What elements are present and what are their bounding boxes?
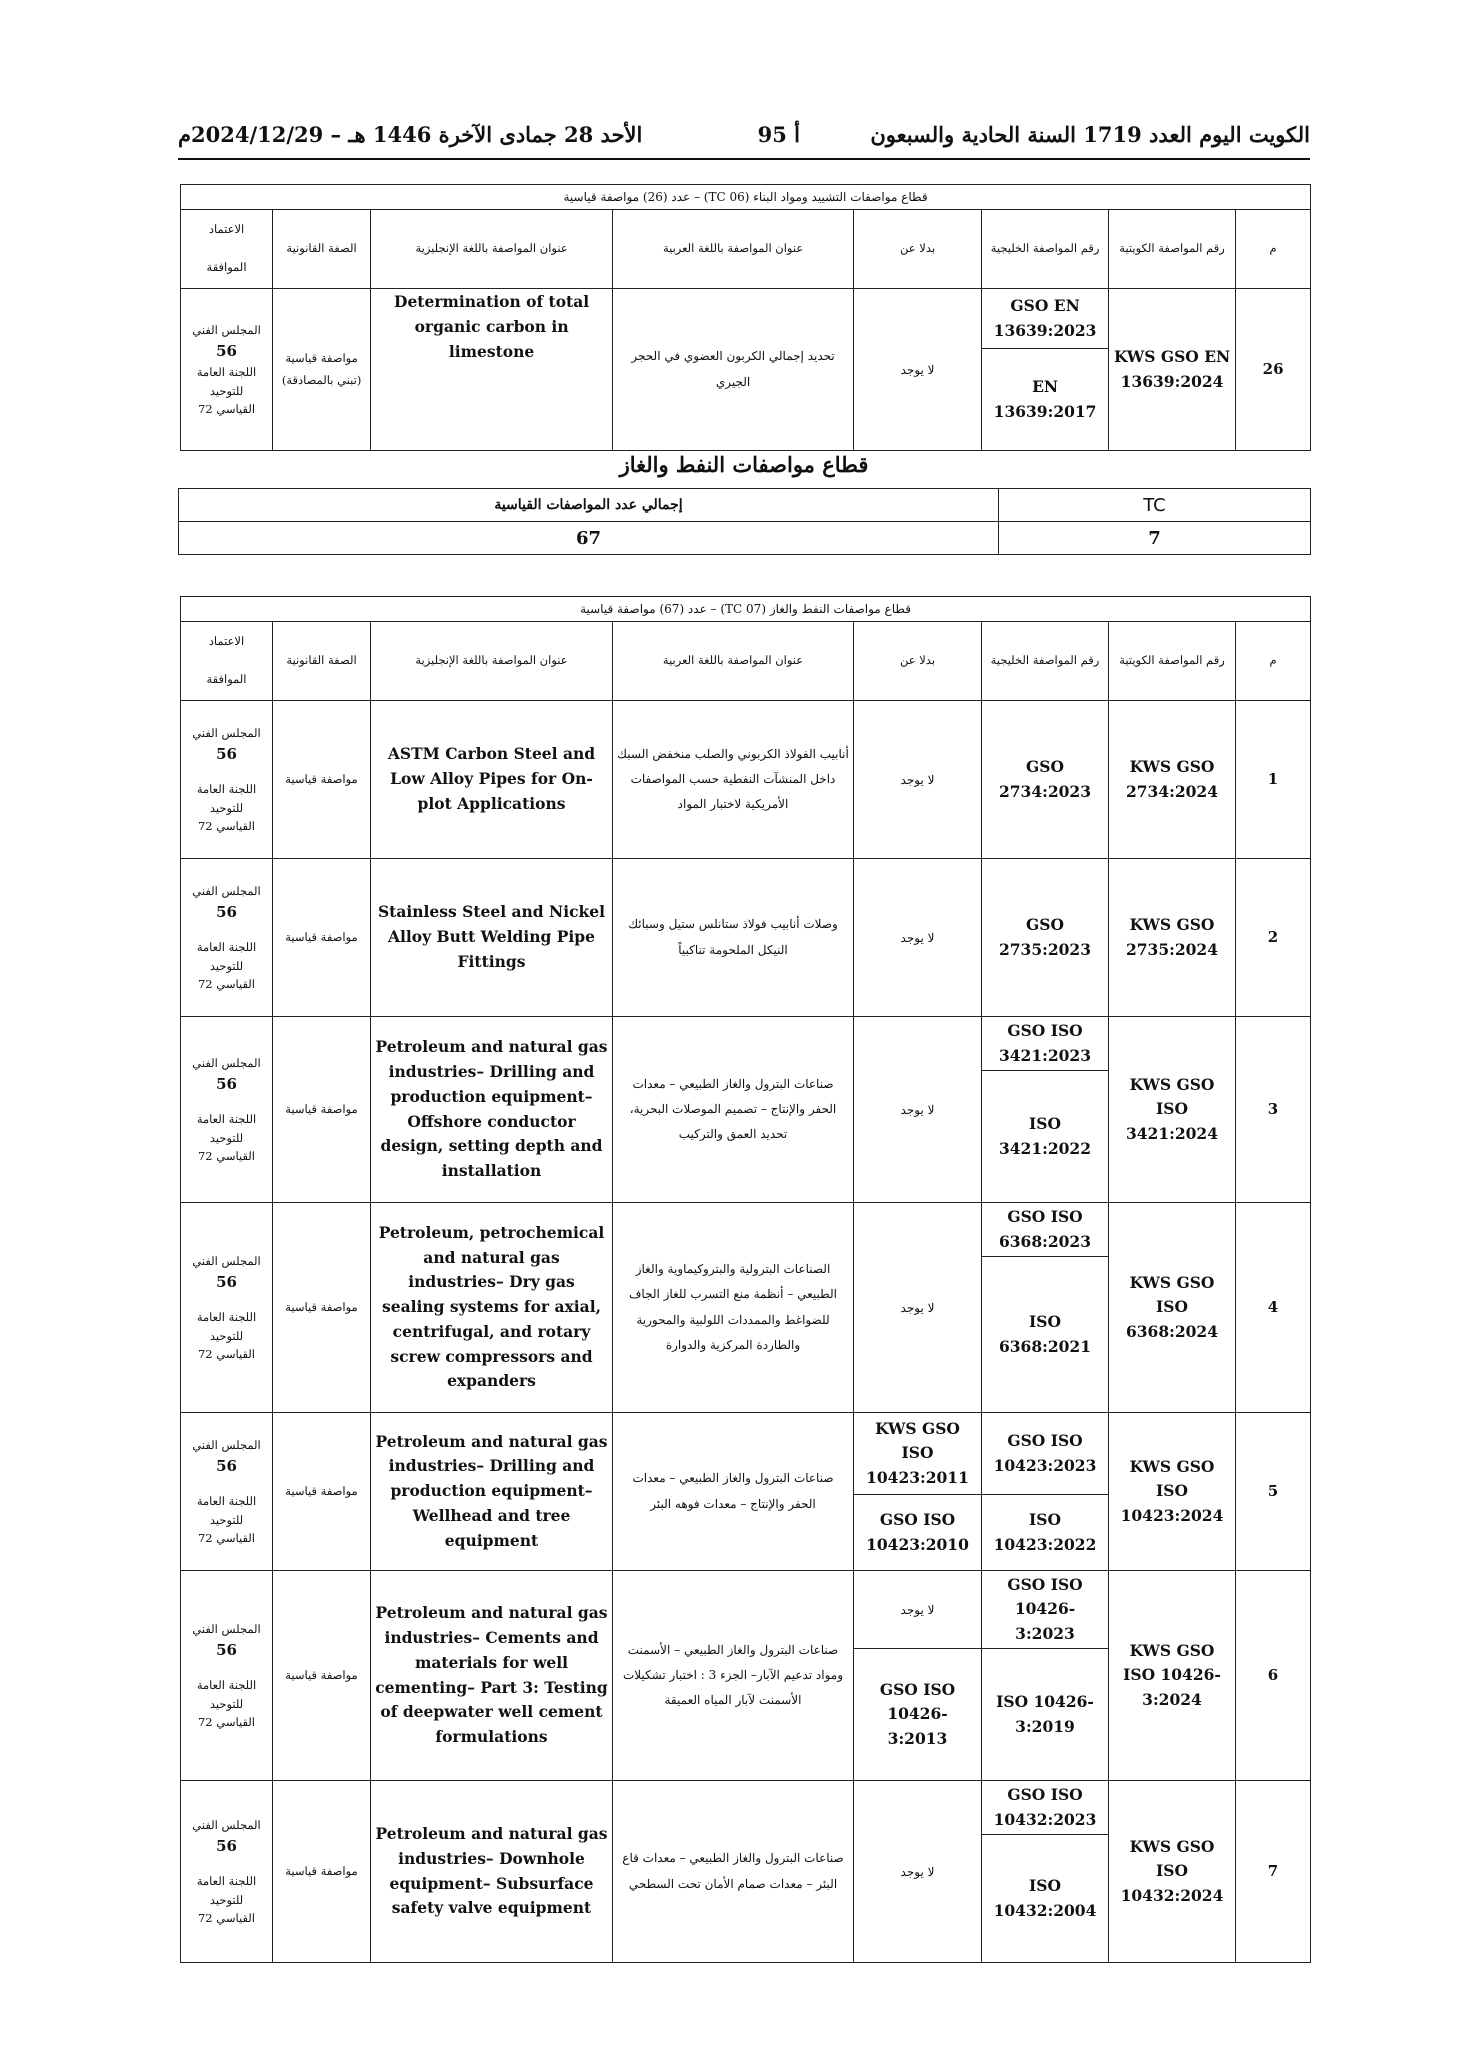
table-row: 1 KWS GSO 2734:2024 GSO 2734:2023 لا يوجد أنابيب الفولاذ الكربوني والصلب منخفض السبك داخل المنشآت النفطية حسب المواصفات الأمريكية لاختبار المواد ASTM Carbon Steel and Low Alloy Pipes for On-plot Applications مواصفة قياسية المجلس الفني 56 اللجنة العامة للتوحيد القياسي 72: [181, 701, 1311, 859]
summary-total-label: إجمالي عدد المواصفات القياسية: [179, 489, 999, 522]
approval-cell: المجلس الفني 56 اللجنة العامة للتوحيد القياسي 72: [181, 859, 273, 1017]
approval-cell: المجلس الفني 56 اللجنة العامة للتوحيد القياسي 72: [181, 1413, 273, 1571]
table-caption: قطاع مواصفات التشييد ومواد البناء (TC 06) – عدد (26) مواصفة قياسية: [181, 185, 1311, 210]
col-header-replaces: بدلا عن: [854, 210, 982, 289]
table-row: 2 KWS GSO 2735:2024 GSO 2735:2023 لا يوجد وصلات أنابيب فولاذ ستانلس ستيل وسبائك النيكل الملحومة تناكبياً Stainless Steel and Nickel Alloy Butt Welding Pipe Fittings مواصفة قياسية المجلس الفني 56 اللجنة العامة للتوحيد القياسي 72: [181, 859, 1311, 1017]
table-row: 7 KWS GSO ISO 10432:2024 GSO ISO 10432:2023 لا يوجد صناعات البترول والغاز الطبيعي – معدات قاع البئر – معدات صمام الأمان تحت السطحي Petroleum and natural gas industries– Downhole equipment– Subsurface safety valve equipment مواصفة قياسية المجلس الفني 56 اللجنة العامة للتوحيد القياسي 72: [181, 1781, 1311, 1835]
table-row: 6 KWS GSO ISO 10426-3:2024 GSO ISO 10426-3:2023 لا يوجد صناعات البترول والغاز الطبيعي – الأسمنت ومواد تدعيم الآبار– الجزء 3 : اختبار تشكيلات الأسمنت لآبار المياه العميقة Petroleum and natural gas industries– Cements and materials for well cementing– Part 3: Testing of deepwater well cement formulations مواصفة قياسية المجلس الفني 56 اللجنة العامة للتوحيد القياسي 72: [181, 1571, 1311, 1649]
approval-cell: المجلس الفني 56 اللجنة العامة للتوحيد القياسي 72: [181, 1781, 273, 1963]
col-header-title-en: عنوان المواصفة باللغة الإنجليزية: [371, 622, 613, 701]
table-header-row: [181, 622, 1311, 701]
col-header-legal: الصفة القانونية: [273, 210, 371, 289]
table-header-row: [181, 210, 1311, 289]
oil-gas-sector-title: قطاع مواصفات النفط والغاز: [619, 452, 869, 477]
col-header-gso: رقم المواصفة الخليجية: [982, 622, 1109, 701]
issue-date: الأحد 28 جمادى الآخرة 1446 هـ – 2024/12/29م: [178, 122, 643, 147]
col-header-no: م: [1236, 210, 1311, 289]
page-number: أ 95: [757, 122, 800, 147]
col-header-title-ar: عنوان المواصفة باللغة العربية: [613, 210, 854, 289]
summary-tc-label: TC: [999, 489, 1311, 522]
col-header-no: م: [1236, 622, 1311, 701]
approval-cell: المجلس الفني 56 اللجنة العامة للتوحيد القياسي 72: [181, 289, 273, 451]
col-header-gso: رقم المواصفة الخليجية: [982, 210, 1109, 289]
col-header-title-ar: عنوان المواصفة باللغة العربية: [613, 622, 854, 701]
table-row: 26 KWS GSO EN 13639:2024 GSO EN 13639:2023 لا يوجد تحديد إجمالي الكربون العضوي في الحجر الجيري Determination of total organic carbon in limestone مواصفة قياسية (تبني بالمصادقة) المجلس الفني 56 اللجنة العامة للتوحيد القياسي 72: [181, 289, 1311, 349]
approval-cell: المجلس الفني 56 اللجنة العامة للتوحيد القياسي 72: [181, 701, 273, 859]
col-header-legal: الصفة القانونية: [273, 622, 371, 701]
gazette-issue: الكويت اليوم العدد 1719 السنة الحادية والسبعون: [870, 122, 1310, 147]
table-caption: قطاع مواصفات النفط والغاز (TC 07) – عدد (67) مواصفة قياسية: [181, 597, 1311, 622]
col-header-kws: رقم المواصفة الكويتية: [1109, 210, 1236, 289]
col-header-kws: رقم المواصفة الكويتية: [1109, 622, 1236, 701]
oil-gas-standards-table: قطاع مواصفات النفط والغاز (TC 07) – عدد (67) مواصفة قياسية م رقم المواصفة الكويتية رقم المواصفة الخليجية بدلا عن عنوان المواصفة باللغة العربية عنوان المواصفة باللغة الإنجليزية الصفة القانونية الاعتماد الموافقة 1 KWS GSO 2734:2024 GSO 2734:2023 لا يوجد أنابيب الفولاذ الكربوني والصلب منخفض السبك داخل المنشآت النفطية حسب المواصفات الأمريكية لاختبار المواد ASTM Carbon Steel and Low Alloy Pipes for On-plot Applications مواصفة قياسية المجلس الفني 56 اللجنة العامة للتوحيد القياسي 72 2 KWS GSO 2735:2024 GSO 2735:2023 لا يوجد وصلات أنابيب فولاذ ستانلس ستيل وسبائك النيكل الملحومة تناكبياً Stainless Steel and Nickel Alloy Butt Welding Pipe Fittings مواصفة قياسية المجلس الفني 56 اللجنة العامة للتوحيد القياسي 72 3 KWS GSO ISO 3421:2024 GSO ISO 3421:2023 لا يوجد صناعات البترول والغاز الطبيعي – معدات الحفر والإنتاج – تصميم الموصلات البحرية، تحديد العمق والتركيب Petroleum and natural gas industries– Drilling and production equipment– Offshore conductor design, setting depth and installation مواصفة قياسية المجلس الفني 56 اللجنة العامة للتوحيد القياسي 72 ISO 3421:2022 4 KWS GSO ISO 6368:2024 GSO ISO 6368:2023 لا يوجد الصناعات البترولية والبتروكيماوية والغاز الطبيعي – أنظمة منع التسرب للغاز الجاف للضواغط والممددات اللولبية والمحورية والطاردة المركزية والدوارة Petroleum, petrochemical and natural gas industries– Dry gas sealing systems for axial, centrifugal, and rotary screw compressors and expanders مواصفة قياسية المجلس الفني 56 اللجنة العامة للتوحيد القياسي 72 ISO 6368:2021 5 KWS GSO ISO 10423:2024 GSO ISO 10423:2023 KWS GSO ISO 10423:2011 صناعات البترول والغاز الطبيعي – معدات الحفر والإنتاج – معدات فوهه البئر Petroleum and natural gas industries– Drilling and production equipment– Wellhead and tree equipment مواصفة قياسية المجلس الفني 56 اللجنة العامة للتوحيد القياسي 72 ISO 10423:2022 GSO ISO 10423:2010 6 KWS GSO ISO 10426-3:2024 GSO ISO 10426-3:2023 لا يوجد صناعات البترول والغاز الطبيعي – الأسمنت ومواد تدعيم الآبار– الجزء 3 : اختبار تشكيلات الأسمنت لآبار المياه العميقة Petroleum and natural gas industries– Cements and materials for well cementing– Part 3: Testing of deepwater well cement formulations مواصفة قياسية المجلس الفني 56 اللجنة العامة للتوحيد القياسي 72 ISO 10426-3:2019 GSO ISO 10426-3:2013 7 KWS GSO ISO 10432:2024 GSO ISO 10432:2023 لا يوجد صناعات البترول والغاز الطبيعي – معدات قاع البئر – معدات صمام الأمان تحت السطحي Petroleum and natural gas industries– Downhole equipment– Subsurface safety valve equipment مواصفة قياسية المجلس الفني 56 اللجنة العامة للتوحيد القياسي 72 ISO 10432:2004: [180, 596, 1311, 1963]
construction-standards-table: قطاع مواصفات التشييد ومواد البناء (TC 06) – عدد (26) مواصفة قياسية م رقم المواصفة الكويتية رقم المواصفة الخليجية بدلا عن عنوان المواصفة باللغة العربية عنوان المواصفة باللغة الإنجليزية الصفة القانونية الاعتماد الموافقة 26 KWS GSO EN 13639:2024 GSO EN 13639:2023 لا يوجد تحديد إجمالي الكربون العضوي في الحجر الجيري Determination of total organic carbon in limestone مواصفة قياسية (تبني بالمصادقة) المجلس الفني 56 اللجنة العامة للتوحيد القياسي 72 EN 13639:2017: [180, 184, 1311, 451]
col-header-replaces: بدلا عن: [854, 622, 982, 701]
table-row: 5 KWS GSO ISO 10423:2024 GSO ISO 10423:2023 KWS GSO ISO 10423:2011 صناعات البترول والغاز الطبيعي – معدات الحفر والإنتاج – معدات فوهه البئر Petroleum and natural gas industries– Drilling and production equipment– Wellhead and tree equipment مواصفة قياسية المجلس الفني 56 اللجنة العامة للتوحيد القياسي 72: [181, 1413, 1311, 1495]
approval-cell: المجلس الفني 56 اللجنة العامة للتوحيد القياسي 72: [181, 1571, 273, 1781]
table-row: 3 KWS GSO ISO 3421:2024 GSO ISO 3421:2023 لا يوجد صناعات البترول والغاز الطبيعي – معدات الحفر والإنتاج – تصميم الموصلات البحرية، تحديد العمق والتركيب Petroleum and natural gas industries– Drilling and production equipment– Offshore conductor design, setting depth and installation مواصفة قياسية المجلس الفني 56 اللجنة العامة للتوحيد القياسي 72: [181, 1017, 1311, 1071]
summary-tc-value: 7: [999, 522, 1311, 555]
summary-total-value: 67: [179, 522, 999, 555]
approval-cell: المجلس الفني 56 اللجنة العامة للتوحيد القياسي 72: [181, 1203, 273, 1413]
col-header-approval: الاعتماد الموافقة: [181, 622, 273, 701]
col-header-approval: الاعتماد الموافقة: [181, 210, 273, 289]
table-row: 4 KWS GSO ISO 6368:2024 GSO ISO 6368:2023 لا يوجد الصناعات البترولية والبتروكيماوية والغاز الطبيعي – أنظمة منع التسرب للغاز الجاف للضواغط والممددات اللولبية والمحورية والطاردة المركزية والدوارة Petroleum, petrochemical and natural gas industries– Dry gas sealing systems for axial, centrifugal, and rotary screw compressors and expanders مواصفة قياسية المجلس الفني 56 اللجنة العامة للتوحيد القياسي 72: [181, 1203, 1311, 1257]
col-header-title-en: عنوان المواصفة باللغة الإنجليزية: [371, 210, 613, 289]
approval-cell: المجلس الفني 56 اللجنة العامة للتوحيد القياسي 72: [181, 1017, 273, 1203]
summary-table: [178, 488, 1311, 555]
page-header: [178, 118, 1310, 160]
